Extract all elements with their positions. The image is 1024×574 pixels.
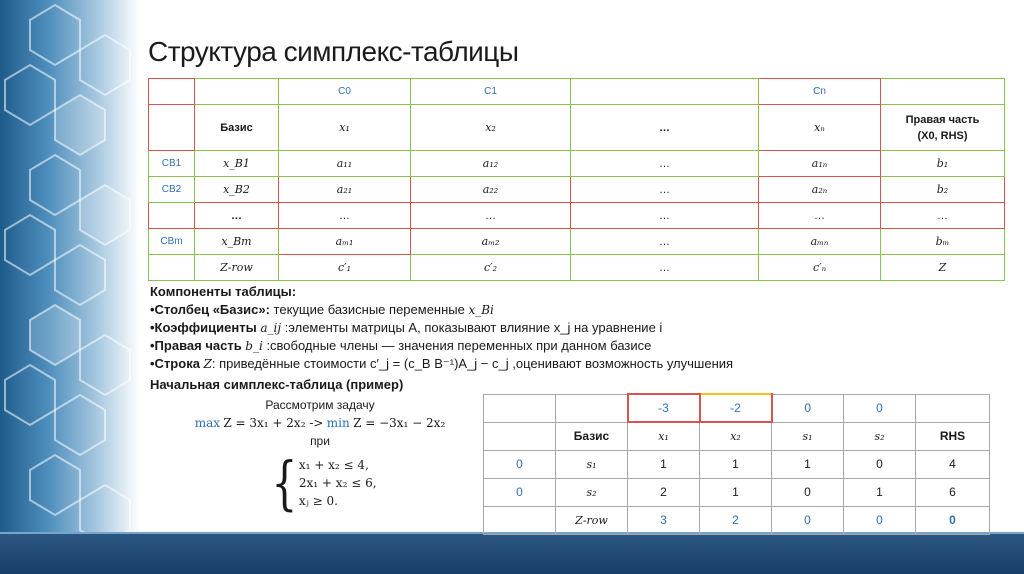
problem-intro: Рассмотрим задачу (265, 398, 375, 412)
table-cell: 3 (628, 506, 700, 534)
example-simplex-table (483, 393, 990, 535)
table-cell: b₁ (881, 151, 1005, 177)
cb-cell (484, 506, 556, 534)
table-cell: … (279, 203, 411, 229)
component-item (150, 337, 733, 355)
basis-cell: s₂ (556, 478, 628, 506)
col-header: s₁ (772, 422, 844, 450)
cost-row (484, 394, 990, 422)
subject-to: при (310, 434, 330, 448)
table-cell: 1 (772, 450, 844, 478)
table-row (484, 450, 990, 478)
table-row (149, 177, 1005, 203)
component-math: x_Bi (468, 303, 494, 317)
cb-label: CB1 (149, 151, 195, 177)
table-cell: a₁ₙ (759, 151, 881, 177)
constraint-system (266, 448, 377, 518)
table-cell: Z (881, 255, 1005, 281)
table-cell: a₂₂ (411, 177, 571, 203)
basis-cell: Z-row (195, 255, 279, 281)
component-label: •Столбец «Базис»: (150, 302, 270, 317)
table-cell: … (571, 203, 759, 229)
objective-max: Z = 3x₁ + 2x₂ -> (223, 416, 324, 430)
col-header: x₂ (700, 422, 772, 450)
table-cell: … (759, 203, 881, 229)
table-cell: c′₂ (411, 255, 571, 281)
component-text: :свободные члены — значения переменных при данном базисе (262, 338, 652, 353)
basis-cell: x_B2 (195, 177, 279, 203)
z-row (149, 255, 1005, 281)
min-label: min (326, 416, 350, 430)
constraint: 2x₁ + x₂ ≤ 6, (298, 476, 377, 490)
col-header: x₁ (628, 422, 700, 450)
cb-cell: 0 (484, 478, 556, 506)
table-cell: c′₁ (279, 255, 411, 281)
table-cell: … (571, 151, 759, 177)
table-cell: 6 (916, 478, 990, 506)
col-header: s₂ (844, 422, 916, 450)
cost-row (149, 79, 1005, 105)
cb-label: CB2 (149, 177, 195, 203)
table-cell: 1 (700, 450, 772, 478)
constraint: xⱼ ≥ 0. (298, 494, 338, 508)
table-cell: a₁₁ (279, 151, 411, 177)
table-row (149, 229, 1005, 255)
table-cell: 2 (628, 478, 700, 506)
cost-cell: 0 (844, 394, 916, 422)
table-cell: aₘ₁ (279, 229, 411, 255)
hexagon-pattern-icon (0, 0, 140, 574)
table-cell: … (571, 177, 759, 203)
rhs-header-line2: (X0, RHS) (917, 129, 968, 142)
header-row (484, 422, 990, 450)
cost-cell: -3 (628, 394, 700, 422)
table-cell: 1 (628, 450, 700, 478)
table-cell: a₂ₙ (759, 177, 881, 203)
component-text: : приведённые стоимости c′_j = (c_B B⁻¹)A_j − c_j ,оценивают возможность улучшения (211, 356, 734, 371)
rhs-header-line1: Правая часть (905, 113, 980, 126)
table-cell: 0 (844, 450, 916, 478)
table-cell: 0 (772, 478, 844, 506)
table-row (484, 478, 990, 506)
cost-header-c1: C1 (411, 79, 571, 105)
constraint: x₁ + x₂ ≤ 4, (298, 458, 369, 472)
table-cell: 0 (772, 506, 844, 534)
table-cell: a₂₁ (279, 177, 411, 203)
table-cell: 1 (844, 478, 916, 506)
table-cell: 0 (916, 506, 990, 534)
cost-header-empty (571, 79, 759, 105)
table-row (149, 203, 1005, 229)
component-item (150, 301, 733, 319)
table-cell: 0 (844, 506, 916, 534)
component-label: •Строка (150, 356, 204, 371)
cb-cell: 0 (484, 450, 556, 478)
table-cell: aₘₙ (759, 229, 881, 255)
basis-header: Базис (556, 422, 628, 450)
component-label: •Правая часть (150, 338, 246, 353)
table-cell: 2 (700, 506, 772, 534)
basis-cell: x_Bm (195, 229, 279, 255)
table-cell: … (881, 203, 1005, 229)
table-cell: 4 (916, 450, 990, 478)
problem-statement (180, 396, 460, 450)
z-row (484, 506, 990, 534)
components-list (150, 283, 733, 373)
table-cell: bₘ (881, 229, 1005, 255)
table-cell: 1 (700, 478, 772, 506)
component-math: a_ij (260, 321, 282, 335)
col-header-ellipsis: … (571, 105, 759, 151)
cb-label (149, 255, 195, 281)
cost-cell: -2 (700, 394, 772, 422)
table-cell: … (571, 229, 759, 255)
component-text: текущие базисные переменные (269, 302, 469, 317)
cb-label (149, 203, 195, 229)
component-math: b_i (245, 339, 263, 353)
basis-header: Базис (195, 105, 279, 151)
component-item (150, 355, 733, 373)
table-cell: a₁₂ (411, 151, 571, 177)
example-title: Начальная симплекс-таблица (пример) (150, 377, 404, 392)
component-text: :элементы матрицы A, показывают влияние x_j на уравнение i (281, 320, 663, 335)
decorative-side-band (0, 0, 140, 574)
max-label: max (194, 416, 221, 430)
header-row (149, 105, 1005, 151)
col-header-xn: xₙ (759, 105, 881, 151)
cost-cell: 0 (772, 394, 844, 422)
table-cell: b₂ (881, 177, 1005, 203)
component-math: Z (203, 357, 212, 371)
slide-title: Структура симплекс-таблицы (148, 36, 519, 67)
table-cell: c′ₙ (759, 255, 881, 281)
table-cell: … (571, 255, 759, 281)
component-label: •Коэффициенты (150, 320, 261, 335)
footer-band (0, 532, 1024, 574)
objective-min: Z = −3x₁ − 2x₂ (353, 416, 446, 430)
table-cell: … (411, 203, 571, 229)
rhs-header: RHS (916, 422, 990, 450)
table-row (149, 151, 1005, 177)
left-brace-icon: { (271, 449, 298, 517)
simplex-structure-table (148, 78, 1005, 281)
table-cell: aₘ₂ (411, 229, 571, 255)
objective-line (180, 414, 460, 432)
component-item (150, 319, 733, 337)
components-heading: Компоненты таблицы: (150, 284, 297, 299)
basis-cell: … (195, 203, 279, 229)
rhs-header (881, 105, 1005, 151)
cost-header-cn: Cn (759, 79, 881, 105)
basis-cell: Z-row (556, 506, 628, 534)
cb-label: CBm (149, 229, 195, 255)
col-header-x1: x₁ (279, 105, 411, 151)
col-header-x2: x₂ (411, 105, 571, 151)
cost-header-c0: C0 (279, 79, 411, 105)
basis-cell: x_B1 (195, 151, 279, 177)
basis-cell: s₁ (556, 450, 628, 478)
